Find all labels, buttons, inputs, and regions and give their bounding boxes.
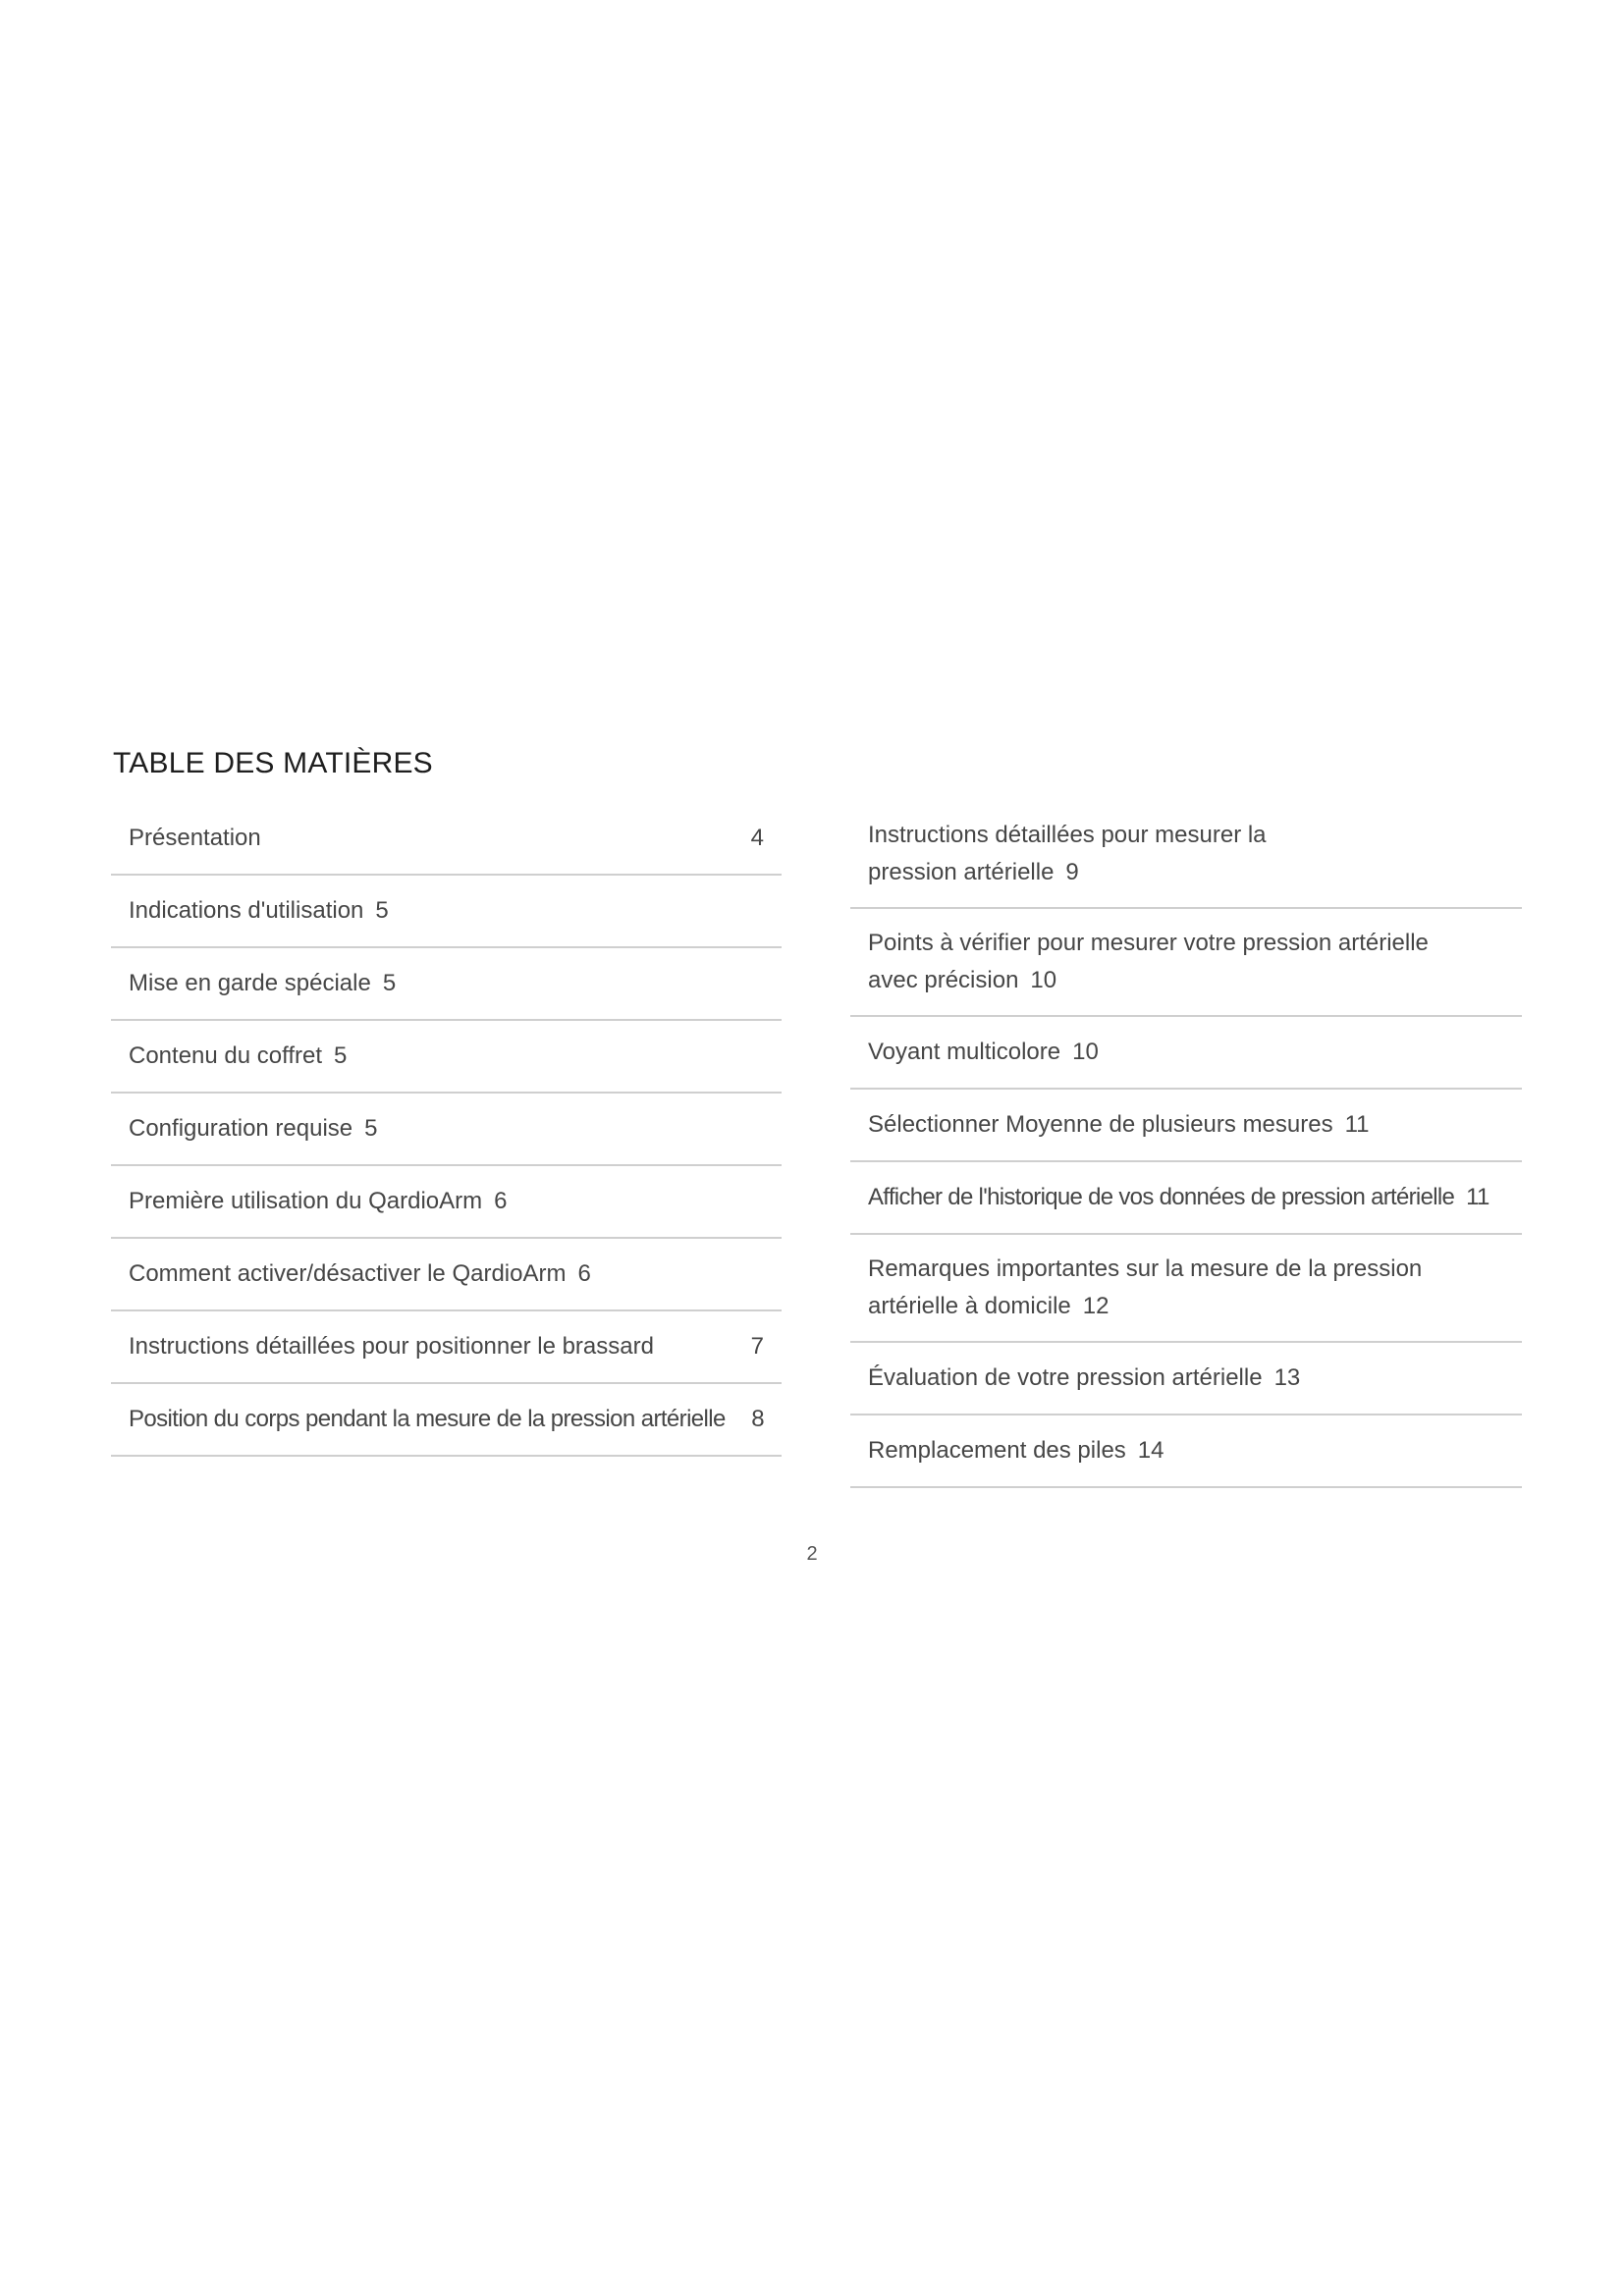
toc-entry[interactable] — [850, 1343, 1522, 1415]
toc-entry-text — [868, 925, 1504, 999]
toc-entry[interactable] — [111, 1166, 782, 1239]
toc-entry-text — [868, 1106, 1504, 1144]
toc-entry-page: 7 — [750, 1333, 764, 1360]
toc-entry-page: 11 — [1466, 1184, 1489, 1210]
toc-entry[interactable] — [850, 1162, 1522, 1235]
toc-entry[interactable] — [850, 1235, 1522, 1343]
toc-entry-line1: Remarques importantes sur la mesure de la pression — [868, 1255, 1423, 1282]
toc-entry-text: Indications d'utilisation — [129, 897, 364, 924]
toc-entry[interactable] — [111, 1311, 782, 1384]
toc-entry-page: 5 — [375, 897, 389, 924]
toc-entry-page: 6 — [494, 1188, 508, 1214]
toc-entry-text: Configuration requise — [129, 1115, 353, 1142]
toc-entry-page: 11 — [1344, 1111, 1370, 1138]
toc-title: TABLE DES MATIÈRES — [113, 747, 433, 779]
toc-entry-page: 8 — [751, 1406, 764, 1432]
toc-entry-page: 5 — [364, 1115, 378, 1142]
toc-entry[interactable] — [111, 1384, 782, 1457]
toc-entry-line1: Points à vérifier pour mesurer votre pression artérielle — [868, 930, 1429, 956]
toc-entry-text — [868, 1360, 1504, 1397]
page-number: 2 — [806, 1543, 818, 1565]
toc-entry-text — [868, 1179, 1504, 1216]
toc-entry-line2: pression artérielle — [868, 859, 1055, 885]
toc-entry-page: 5 — [334, 1042, 348, 1069]
toc-entry-text: Mise en garde spéciale — [129, 970, 371, 996]
toc-entry-page: 10 — [1030, 967, 1057, 993]
toc-entry-line1: Voyant multicolore — [868, 1039, 1061, 1065]
toc-entry-line1: Évaluation de votre pression artérielle — [868, 1364, 1263, 1391]
toc-entry-text: Première utilisation du QardioArm — [129, 1188, 483, 1214]
toc-entry-page: 10 — [1072, 1039, 1099, 1065]
toc-entry-line2: avec précision — [868, 967, 1019, 993]
toc-entry[interactable] — [111, 876, 782, 948]
toc-entry-text — [868, 817, 1504, 891]
toc-entry-line2: artérielle à domicile — [868, 1293, 1071, 1319]
toc-right-column — [850, 801, 1522, 1488]
toc-entry[interactable] — [111, 1239, 782, 1311]
toc-entry[interactable] — [850, 801, 1522, 909]
toc-entry[interactable] — [111, 803, 782, 876]
toc-entry[interactable] — [850, 1017, 1522, 1090]
toc-entry-line1: Instructions détaillées pour mesurer la — [868, 822, 1267, 848]
toc-entry[interactable] — [850, 909, 1522, 1017]
toc-entry-page: 4 — [750, 825, 764, 851]
toc-entry[interactable] — [111, 948, 782, 1021]
toc-entry-line1: Remplacement des piles — [868, 1437, 1126, 1464]
toc-entry-line1: Sélectionner Moyenne de plusieurs mesures — [868, 1111, 1333, 1138]
toc-entry-page: 14 — [1137, 1437, 1164, 1464]
toc-entry-page: 13 — [1273, 1364, 1301, 1391]
toc-left-column — [111, 803, 782, 1457]
toc-entry-text: Contenu du coffret — [129, 1042, 323, 1069]
toc-entry-text — [868, 1034, 1504, 1071]
toc-entry-text: Instructions détaillées pour positionner le brassard — [129, 1333, 654, 1360]
toc-entry-page: 9 — [1065, 859, 1079, 885]
toc-entry-page: 6 — [577, 1260, 591, 1287]
toc-entry[interactable] — [850, 1415, 1522, 1488]
toc-entry[interactable] — [850, 1090, 1522, 1162]
toc-entry-text: Position du corps pendant la mesure de la pression artérielle — [129, 1406, 726, 1432]
toc-entry-text: Comment activer/désactiver le QardioArm — [129, 1260, 567, 1287]
toc-entry-text: Présentation — [129, 825, 261, 851]
toc-entry[interactable] — [111, 1094, 782, 1166]
toc-entry-text — [868, 1251, 1504, 1325]
toc-entry-text — [868, 1432, 1504, 1469]
toc-entry[interactable] — [111, 1021, 782, 1094]
toc-entry-page: 5 — [382, 970, 397, 996]
toc-entry-line1: Afficher de l'historique de vos données de pression artérielle — [868, 1184, 1455, 1210]
toc-entry-page: 12 — [1082, 1293, 1110, 1319]
